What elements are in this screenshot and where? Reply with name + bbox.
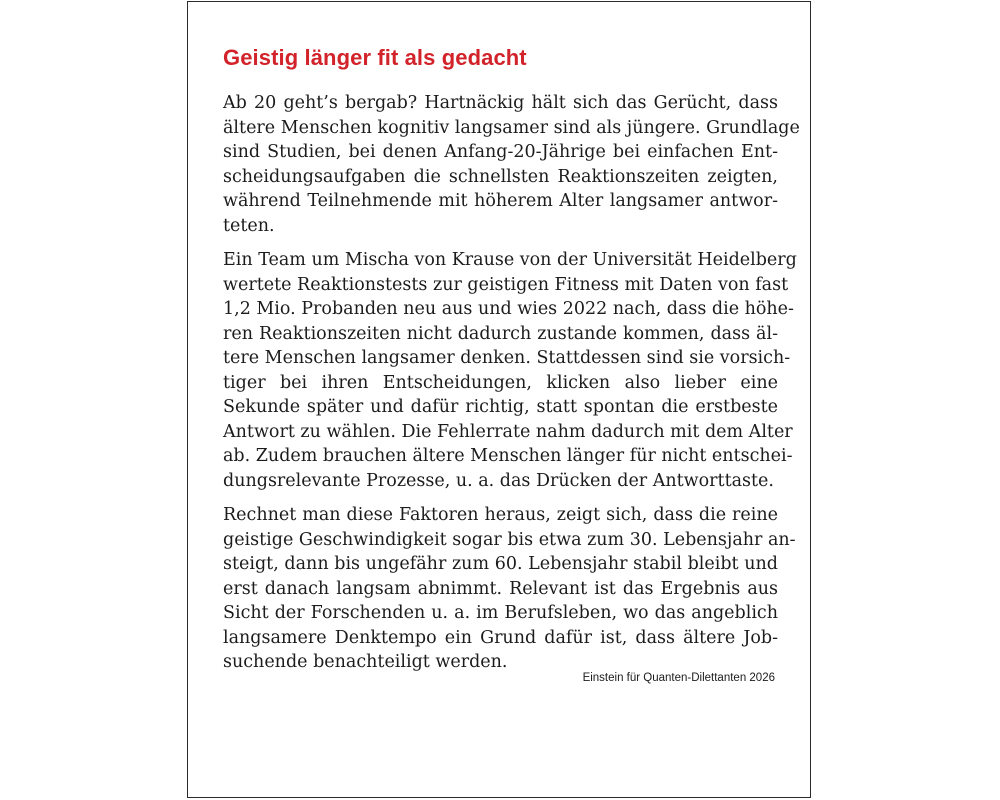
text-line: ab. Zudem brauchen ältere Menschen länger für nicht entschei- bbox=[223, 446, 793, 466]
calendar-page bbox=[187, 1, 811, 798]
paragraph-1 bbox=[223, 91, 800, 238]
text-line: Ab 20 geht’s bergab? Hartnäckig hält sich das Gerücht, dass bbox=[223, 93, 778, 113]
text-line: Rechnet man diese Faktoren heraus, zeigt sich, dass die reine bbox=[223, 505, 778, 525]
text-line: langsamere Denktempo ein Grund dafür ist, dass ältere Job- bbox=[223, 627, 778, 648]
text-line: Sekunde später und dafür richtig, statt spontan die erstbeste bbox=[223, 397, 778, 417]
text-line: wertete Reaktionstests zur geistigen Fitness mit Daten von fast bbox=[223, 274, 789, 295]
source-credit: Einstein für Quanten-Dilettanten 2026 bbox=[582, 672, 775, 684]
paragraph-2 bbox=[223, 248, 797, 493]
paragraph-3 bbox=[223, 503, 796, 675]
text-line: tiger bei ihren Entscheidungen, klicken also lieber eine bbox=[223, 372, 778, 393]
text-line: dungsrelevante Prozesse, u. a. das Drücken der Antworttaste. bbox=[223, 470, 774, 491]
article-title: Geistig länger fit als gedacht bbox=[223, 45, 527, 70]
text-line: ältere Menschen kognitiv langsamer sind als jüngere. Grundlage bbox=[223, 117, 800, 138]
text-line: 1,2 Mio. Probanden neu aus und wies 2022 nach, dass die höhe- bbox=[223, 299, 794, 319]
text-line: erst danach langsam abnimmt. Relevant ist das Ergebnis aus bbox=[223, 578, 778, 599]
text-line: ren Reaktionszeiten nicht dadurch zustande kommen, dass äl- bbox=[223, 323, 778, 344]
text-line: scheidungsaufgaben die schnellsten Reaktionszeiten zeigten, bbox=[223, 166, 778, 187]
text-line: sind Studien, bei denen Anfang-20-Jährige bei einfachen Ent- bbox=[223, 142, 778, 162]
article-body bbox=[223, 91, 800, 685]
text-line: suchende benachteiligt werden. bbox=[223, 652, 508, 672]
text-line: steigt, dann bis ungefähr zum 60. Lebensjahr stabil bleibt und bbox=[223, 554, 778, 574]
text-line: geistige Geschwindigkeit sogar bis etwa zum 30. Lebensjahr an- bbox=[223, 529, 796, 550]
text-line: teten. bbox=[223, 215, 275, 236]
text-line: während Teilnehmende mit höherem Alter langsamer antwor- bbox=[223, 191, 778, 211]
text-line: tere Menschen langsamer denken. Stattdessen sind sie vorsich- bbox=[223, 348, 791, 368]
text-line: Sicht der Forschenden u. a. im Berufsleben, wo das angeblich bbox=[223, 603, 778, 623]
text-line: Ein Team um Mischa von Krause von der Universität Heidelberg bbox=[223, 250, 797, 270]
text-line: Antwort zu wählen. Die Fehlerrate nahm dadurch mit dem Alter bbox=[223, 421, 793, 442]
